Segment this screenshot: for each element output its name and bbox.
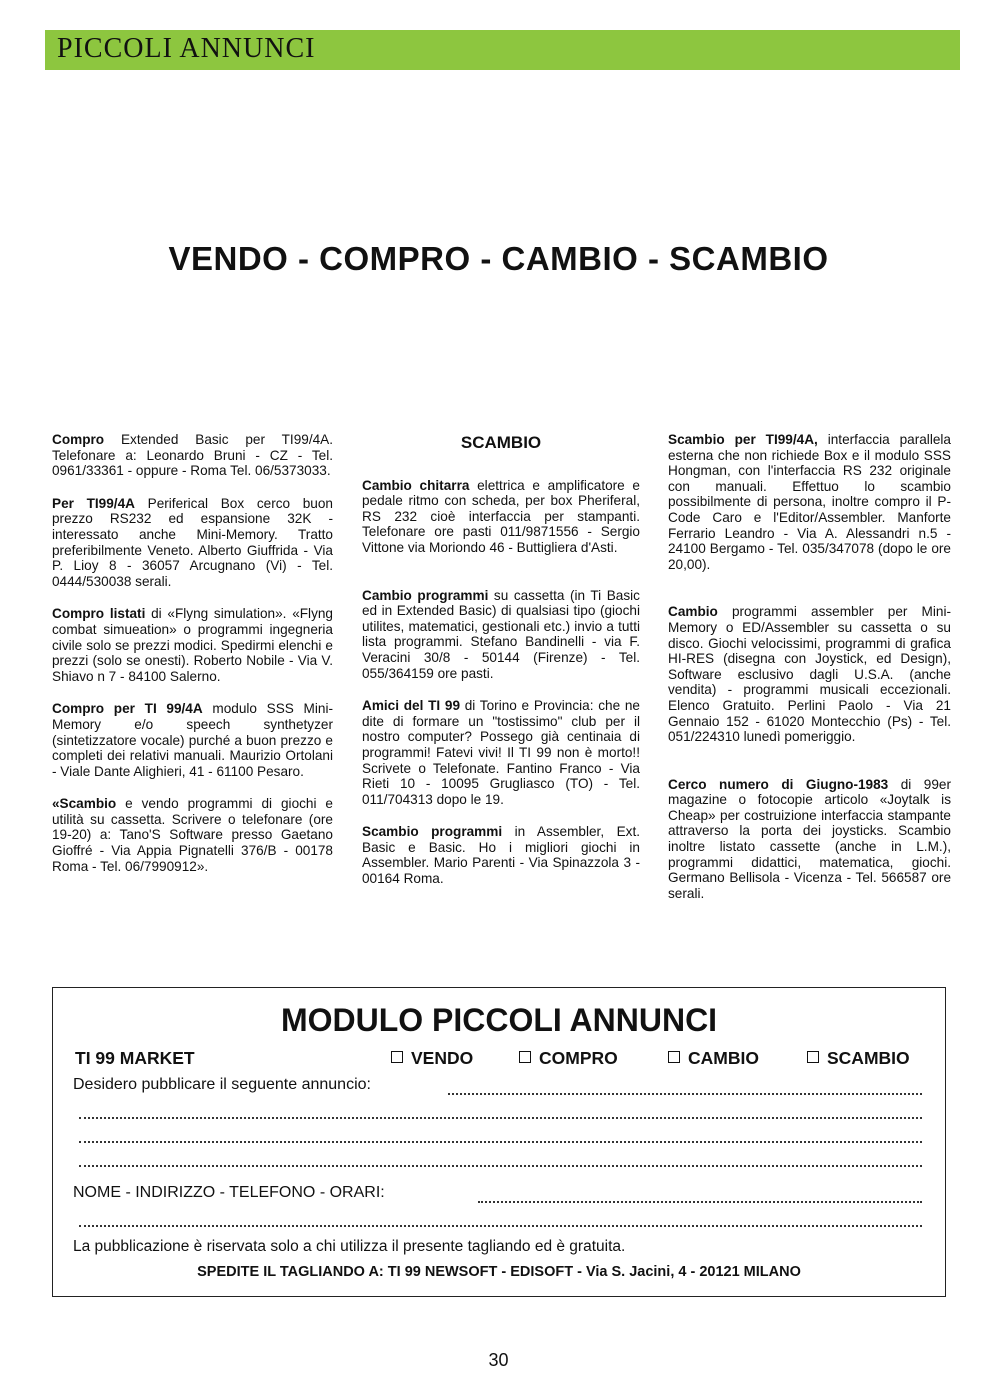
ads-column-1 <box>52 432 333 891</box>
option-compro[interactable]: COMPRO <box>519 1048 618 1069</box>
option-cambio[interactable]: CAMBIO <box>668 1048 759 1069</box>
option-scambio[interactable]: SCAMBIO <box>807 1048 910 1069</box>
send-address: SPEDITE IL TAGLIANDO A: TI 99 NEWSOFT - EDISOFT - Via S. Jacini, 4 - 20121 MILANO <box>197 1264 801 1280</box>
ads-column-3 <box>668 432 951 918</box>
classified-ad: Amici del TI 99 di Torino e Provincia: che ne dite di formare un "tostissimo" club per il nostro computer? Possego già centinaia di programmi! Fatevi vivi! Il TI 99 non è morto!! Scrivete o Telefonate. Fantino Franco - Via Rieti 10 - 10095 Grugliasco (TO) - Tel. 011/704313 dopo le 19. <box>362 698 640 807</box>
dotted-line[interactable] <box>79 1139 922 1143</box>
dotted-line[interactable] <box>478 1199 922 1203</box>
classified-ad: Per TI99/4A Periferical Box cerco buon prezzo RS232 ed espansione 32K - interessato anche Mini-Memory. Tratto preferibilmente Veneto. Alberto Giuffrida - Via P. Lioy 8 - 36057 Arcugnano (Vi) - Tel. 0444/530038 serali. <box>52 495 333 589</box>
section-banner <box>45 30 960 70</box>
form-options-row <box>75 1048 923 1070</box>
option-vendo[interactable]: VENDO <box>391 1048 473 1069</box>
dotted-line[interactable] <box>79 1223 922 1227</box>
classified-ad: «Scambio e vendo programmi di giochi e utilità su cassetta. Scrivere o telefonare (ore 19-20) a: Tano'S Software presso Gaetano Gioffré - Via Appia Pignatelli 376/B - 00178 Roma - Tel. 06/7990912». <box>52 796 333 874</box>
classified-ad: Compro per TI 99/4A modulo SSS Mini-Memory e/o speech synthetyzer (sintetizzatore vocale) purché a buon prezzo e completi dei relativi manuali. Maurizio Ortolani - Viale Dante Alighieri, 41 - 61100 Pesaro. <box>52 701 333 779</box>
classified-ad: Compro listati di «Flyng simulation». «Flyng combat simueation» o programmi ingegneria civile solo se prezzi modici. Spedirmi elenchi e prezzi (solo se onesti). Roberto Nobile - Via V. Shiavo n 7 - 84100 Salerno. <box>52 606 333 684</box>
ad-text-label: Desidero pubblicare il seguente annuncio: <box>73 1076 371 1093</box>
section-banner-title: PICCOLI ANNUNCI <box>57 33 316 64</box>
classified-ad: Cerco numero di Giugno-1983 di 99er magazine o fotocopie articolo «Joytalk is Cheap» per costruizione interfaccia stampante attraverso la porta dei joysticks. Scambio inoltre listato cassette (anche in L.M.), programmi didattici, matematica, giochi. Germano Bellisola - Vicenza - Tel. 566587 ore serali. <box>668 776 952 901</box>
checkbox-icon[interactable] <box>668 1051 680 1063</box>
dotted-line[interactable] <box>79 1163 922 1167</box>
market-label: TI 99 MARKET <box>75 1048 195 1068</box>
contact-label: NOME - INDIRIZZO - TELEFONO - ORARI: <box>73 1184 385 1201</box>
checkbox-icon[interactable] <box>807 1051 819 1063</box>
section-title-scambio: SCAMBIO <box>460 433 542 452</box>
page-number: 30 <box>488 1350 509 1370</box>
dotted-line[interactable] <box>79 1115 922 1119</box>
classified-ad: Cambio programmi assembler per Mini-Memory o ED/Assembler su cassetta o su disco. Giochi velocissimi, programmi di grafica HI-RES (disegna con Joystick, ed Design), Software esclusivo dagli U.S.A. (anche vendita) - programmi musicali eccezionali. Elenco Gratuito. Perlini Paolo - Via 21 Gennaio 152 - 61020 Montecchio (Ps) - Tel. 051/224310 lunedì pomeriggio. <box>668 604 951 745</box>
checkbox-icon[interactable] <box>519 1051 531 1063</box>
form-notice: La pubblicazione è riservata solo a chi utilizza il presente tagliando ed è gratuita. <box>73 1238 626 1255</box>
form-title: MODULO PICCOLI ANNUNCI <box>280 1002 718 1038</box>
page-headline: VENDO - COMPRO - CAMBIO - SCAMBIO <box>168 240 829 277</box>
classified-ad: Scambio programmi in Assembler, Ext. Basic e Basic. Ho i migliori giochi in Assembler. Mario Parenti - Via Spinazzola 3 - 00164 Roma. <box>362 824 640 887</box>
dotted-line[interactable] <box>448 1091 922 1095</box>
classified-ad: Compro Extended Basic per TI99/4A. Telefonare a: Leonardo Bruni - CZ - Tel. 0961/33361 - oppure - Roma Tel. 06/5373033. <box>52 432 333 479</box>
ads-column-2 <box>362 432 640 904</box>
classified-ad: Cambio chitarra elettrica e amplificatore e pedale ritmo con scheda, per box Pheriferal, RS 232 cioè interfaccia per stampanti. Telefonare ore pasti 011/9871556 - Sergio Vittone via Moriondo 46 - Buttigliera d'Asti. <box>362 477 640 555</box>
order-form <box>52 987 946 1297</box>
classified-ad: Scambio per TI99/4A, interfaccia parallela esterna che non richiede Box e il modulo SSS Hongman, con l'interfaccia RS 232 originale con manuali. Effettuo lo scambio possibilmente di persona, inoltre compro il P-Code Caro e l'Editor/Assembler. Manforte Ferrario Leandro - Via A. Alessandri n.5 - 24100 Bergamo - Tel. 035/347078 (dopo le ore 20,00). <box>668 432 951 572</box>
checkbox-icon[interactable] <box>391 1051 403 1063</box>
classified-ad: Cambio programmi su cassetta (in Ti Basic ed in Extended Basic) di qualsiasi tipo (giochi utilites, matematici, gestionali etc.) invio a tutti lista programmi. Stefano Bandinelli - via F. Veracini 30/8 - 50144 (Firenze) - Tel. 055/364159 ore pasti. <box>362 587 640 681</box>
